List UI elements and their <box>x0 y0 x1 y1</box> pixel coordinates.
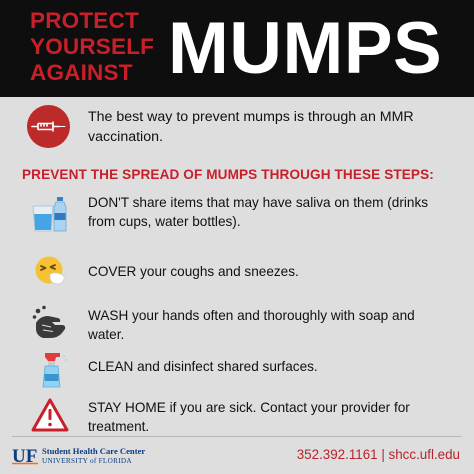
vaccination-row <box>22 103 462 153</box>
university-name: UNIVERSITY of FLORIDA <box>42 457 132 465</box>
step-clean-text: CLEAN and disinfect shared surfaces. <box>88 359 318 374</box>
header-banner <box>0 0 474 97</box>
vaccination-text: The best way to prevent mumps is through an MMR vaccination. <box>88 109 414 145</box>
step-cover-text: COVER your coughs and sneezes. <box>88 264 299 279</box>
spray-bottle-icon <box>30 350 70 390</box>
warning-icon <box>30 396 70 436</box>
mumps-title: MUMPS <box>168 8 443 89</box>
steps-heading: PREVENT THE SPREAD OF MUMPS THROUGH THESE STEPS: <box>22 167 434 182</box>
step-dont-share <box>22 194 462 244</box>
yourself-line: YOURSELF <box>30 34 155 59</box>
step-clean <box>22 350 462 390</box>
footer-divider <box>12 436 462 437</box>
step-cover <box>22 252 462 286</box>
sneezing-face-icon <box>30 252 70 292</box>
step-stay-home <box>22 396 462 436</box>
contact-info[interactable]: 352.392.1161 | shcc.ufl.edu <box>296 447 460 462</box>
step-wash-text: WASH your hands often and thoroughly with soap and water. <box>88 308 415 342</box>
against-line: AGAINST <box>30 60 133 85</box>
protect-line: PROTECT <box>30 8 139 33</box>
hand-washing-icon <box>30 303 70 343</box>
uf-logo <box>12 444 40 466</box>
uf-logo-text: UF <box>12 446 38 466</box>
org-name: Student Health Care Center <box>42 446 146 456</box>
cup-and-bottle-icon <box>30 194 70 234</box>
step-dont-share-text: DON'T share items that may have saliva on them (drinks from cups, water bottles). <box>88 195 429 229</box>
step-stay-home-text: STAY HOME if you are sick. Contact your provider for treatment. <box>88 400 410 434</box>
protect-yourself-against-heading <box>30 8 154 86</box>
syringe-icon <box>27 105 70 148</box>
step-wash <box>22 303 462 347</box>
